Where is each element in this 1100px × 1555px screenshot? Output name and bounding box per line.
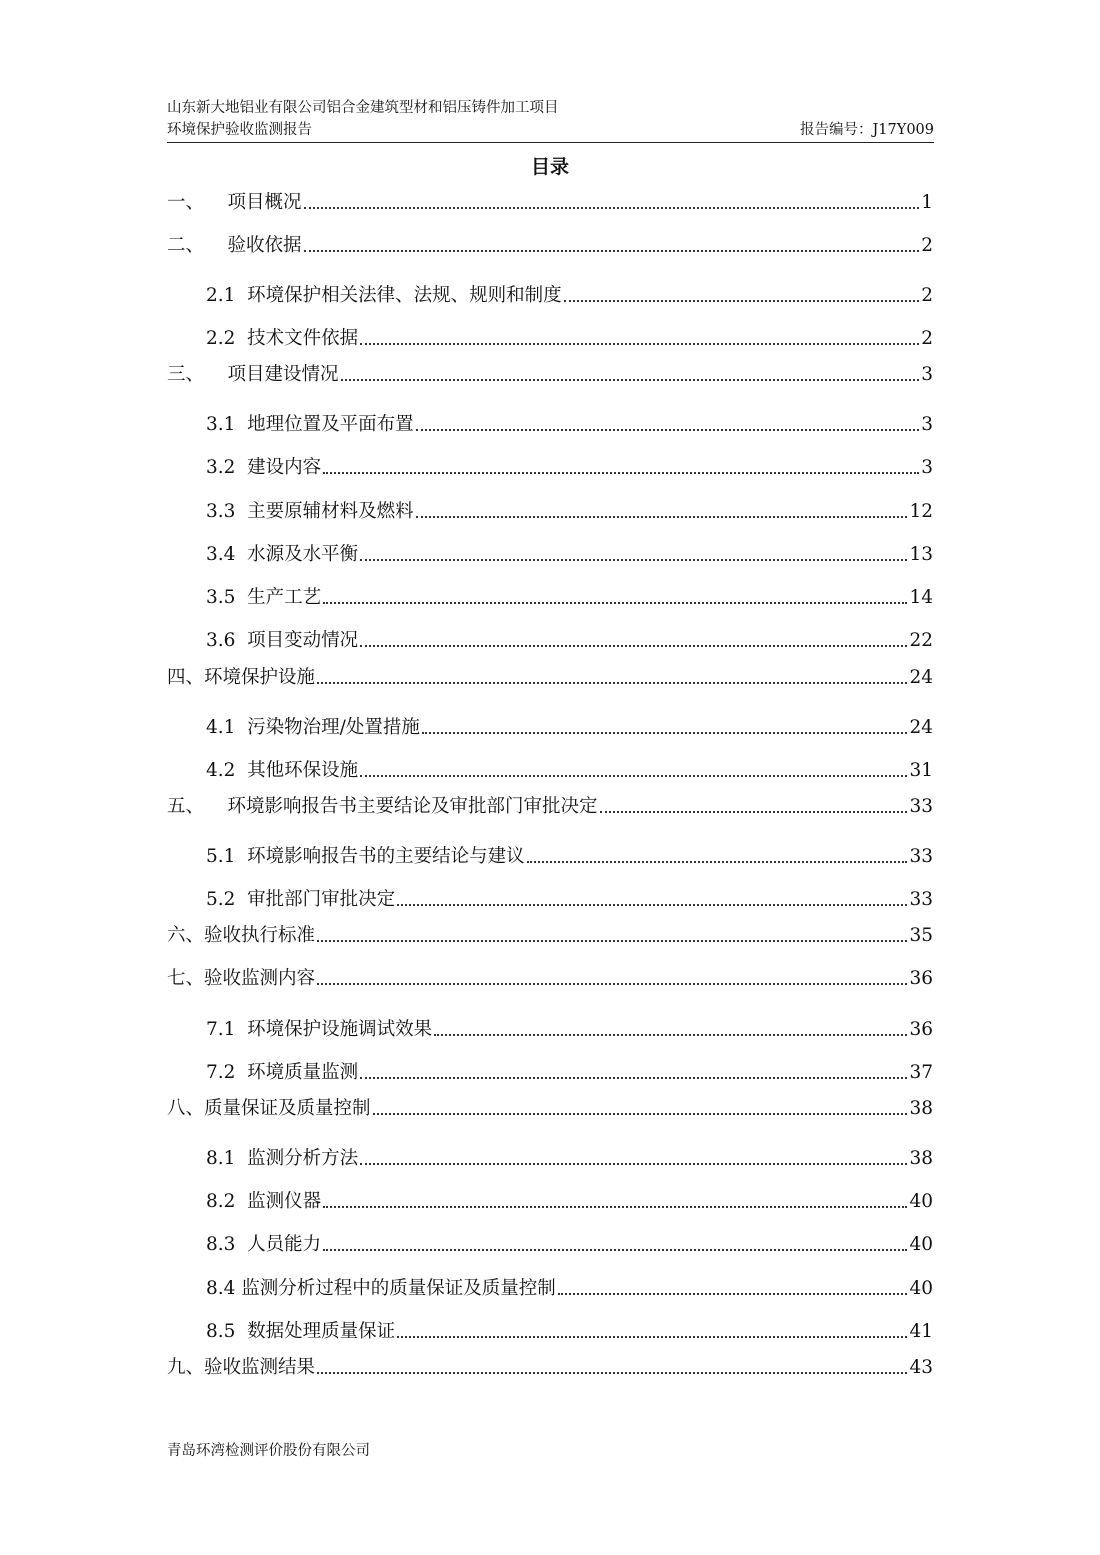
toc-leader-dots (323, 472, 919, 474)
toc-entry[interactable] (167, 1355, 933, 1381)
toc-leader-dots (360, 559, 907, 561)
toc-leader-dots (600, 811, 908, 813)
toc-entry-label: 3.5 生产工艺 (206, 587, 322, 608)
toc-entry[interactable] (206, 585, 933, 611)
toc-entry-page: 36 (909, 968, 933, 989)
toc-entry-page: 43 (909, 1357, 933, 1378)
toc-entry[interactable] (206, 1017, 933, 1043)
toc-entry-label: 一、 项目概况 (167, 192, 302, 213)
toc-entry[interactable] (167, 190, 933, 216)
toc-entry-page: 24 (909, 717, 933, 738)
toc-entry-page: 3 (921, 457, 933, 478)
toc-leader-dots (304, 207, 920, 209)
toc-entry-label: 3.3 主要原辅材料及燃料 (206, 501, 414, 522)
toc-entry[interactable] (206, 326, 933, 352)
toc-leader-dots (373, 1113, 908, 1115)
toc-entry-label: 3.1 地理位置及平面布置 (206, 414, 414, 435)
toc-entry-label: 8.2 监测仪器 (206, 1191, 322, 1212)
toc-entry-page: 35 (909, 925, 933, 946)
page-header (167, 97, 934, 141)
toc-leader-dots (564, 300, 920, 302)
toc-entry-page: 13 (909, 544, 933, 565)
toc-entry-page: 22 (909, 630, 933, 651)
toc-entry-label: 5.1 环境影响报告书的主要结论与建议 (206, 846, 525, 867)
toc-entry-label: 8.5 数据处理质量保证 (206, 1321, 396, 1342)
toc-entry-label: 5.2 审批部门审批决定 (206, 889, 396, 910)
toc-entry[interactable] (167, 665, 933, 691)
toc-entry-label: 二、 验收依据 (167, 235, 302, 256)
toc-leader-dots (304, 250, 920, 252)
toc-entry-label: 3.6 项目变动情况 (206, 630, 359, 651)
toc-entry-page: 40 (909, 1234, 933, 1255)
toc-entry[interactable] (206, 1276, 933, 1302)
header-title-line2: 环境保护验收监测报告 (167, 122, 312, 138)
toc-entry-page: 2 (921, 328, 933, 349)
toc-entry-page: 38 (909, 1098, 933, 1119)
toc-entry-page: 36 (909, 1019, 933, 1040)
toc-entry-page: 2 (921, 235, 933, 256)
toc-entry[interactable] (206, 1189, 933, 1215)
toc-entry-label: 8.3 人员能力 (206, 1234, 322, 1255)
toc-leader-dots (323, 1206, 907, 1208)
toc-entry-page: 38 (909, 1148, 933, 1169)
toc-entry-label: 2.2 技术文件依据 (206, 328, 359, 349)
toc-entry-label: 八、质量保证及质量控制 (167, 1098, 371, 1119)
toc-entry[interactable] (167, 794, 933, 820)
toc-leader-dots (360, 1077, 907, 1079)
toc-entry-page: 33 (909, 796, 933, 817)
toc-entry-page: 24 (909, 667, 933, 688)
toc-entry-page: 3 (921, 364, 933, 385)
toc-leader-dots (360, 1163, 907, 1165)
toc-entry[interactable] (206, 542, 933, 568)
toc-entry-page: 40 (909, 1191, 933, 1212)
toc-entry[interactable] (206, 1146, 933, 1172)
toc-entry[interactable] (206, 1060, 933, 1086)
toc-entry-label: 7.1 环境保护设施调试效果 (206, 1019, 433, 1040)
toc-entry[interactable] (206, 1232, 933, 1258)
toc-entry-page: 3 (921, 414, 933, 435)
toc-leader-dots (397, 1336, 907, 1338)
toc-entry[interactable] (206, 628, 933, 654)
toc-leader-dots (323, 602, 907, 604)
toc-entry[interactable] (206, 715, 933, 741)
toc-entry[interactable] (206, 412, 933, 438)
toc-entry[interactable] (167, 966, 933, 992)
toc-entry-label: 7.2 环境质量监测 (206, 1062, 359, 1083)
toc-entry-page: 31 (909, 760, 933, 781)
toc-leader-dots (317, 682, 907, 684)
toc-entry-label: 七、验收监测内容 (167, 968, 316, 989)
toc-entry-label: 五、 环境影响报告书主要结论及审批部门审批决定 (167, 796, 598, 817)
toc-entry-page: 40 (909, 1278, 933, 1299)
toc-entry-page: 14 (909, 587, 933, 608)
toc-entry[interactable] (206, 758, 933, 784)
report-number: 报告编号：J17Y009 (799, 122, 934, 138)
toc-leader-dots (397, 904, 907, 906)
toc-leader-dots (317, 983, 907, 985)
toc-entry-page: 41 (909, 1321, 933, 1342)
toc-entry[interactable] (167, 233, 933, 259)
toc-leader-dots (323, 1249, 907, 1251)
toc-entry-page: 2 (921, 285, 933, 306)
toc-entry[interactable] (206, 499, 933, 525)
toc-entry[interactable] (167, 1096, 933, 1122)
header-title-line1: 山东新大地铝业有限公司铝合金建筑型材和铝压铸件加工项目 (167, 100, 559, 116)
toc-entry[interactable] (206, 283, 933, 309)
toc-entry-label: 4.2 其他环保设施 (206, 760, 359, 781)
toc-entry[interactable] (206, 844, 933, 870)
toc-leader-dots (416, 516, 908, 518)
toc-entry-label: 3.2 建设内容 (206, 457, 322, 478)
toc-entry[interactable] (206, 455, 933, 481)
toc-leader-dots (422, 732, 908, 734)
toc-entry-page: 12 (909, 501, 933, 522)
toc-entry-page: 33 (909, 889, 933, 910)
toc-entry[interactable] (206, 1319, 933, 1345)
toc-entry-label: 2.1 环境保护相关法律、法规、规则和制度 (206, 285, 562, 306)
toc-entry[interactable] (206, 887, 933, 913)
header-divider (167, 142, 934, 143)
toc-entry[interactable] (167, 362, 933, 388)
toc-leader-dots (527, 861, 908, 863)
toc-entry-label: 四、环境保护设施 (167, 667, 316, 688)
toc-entry-label: 4.1 污染物治理/处置措施 (206, 717, 420, 738)
toc-entry-label: 3.4 水源及水平衡 (206, 544, 359, 565)
toc-entry[interactable] (167, 923, 933, 949)
toc-leader-dots (360, 343, 919, 345)
toc-leader-dots (317, 940, 907, 942)
toc-leader-dots (317, 1372, 907, 1374)
toc-entry-label: 三、 项目建设情况 (167, 364, 339, 385)
toc-leader-dots (360, 645, 907, 647)
toc-entry-label: 8.4 监测分析过程中的质量保证及质量控制 (206, 1278, 556, 1299)
toc-leader-dots (434, 1034, 907, 1036)
header-row (167, 119, 934, 141)
toc-entry-page: 1 (921, 192, 933, 213)
toc-entry-label: 九、验收监测结果 (167, 1357, 316, 1378)
toc-entry-page: 33 (909, 846, 933, 867)
toc-leader-dots (416, 429, 920, 431)
toc-entry-label: 六、验收执行标准 (167, 925, 316, 946)
toc-entry-page: 37 (909, 1062, 933, 1083)
toc-title: 目录 (530, 156, 569, 178)
toc-leader-dots (360, 775, 907, 777)
toc-entry-label: 8.1 监测分析方法 (206, 1148, 359, 1169)
footer-company: 青岛环湾检测评价股份有限公司 (167, 1443, 370, 1459)
toc-leader-dots (558, 1293, 908, 1295)
toc-leader-dots (341, 379, 920, 381)
